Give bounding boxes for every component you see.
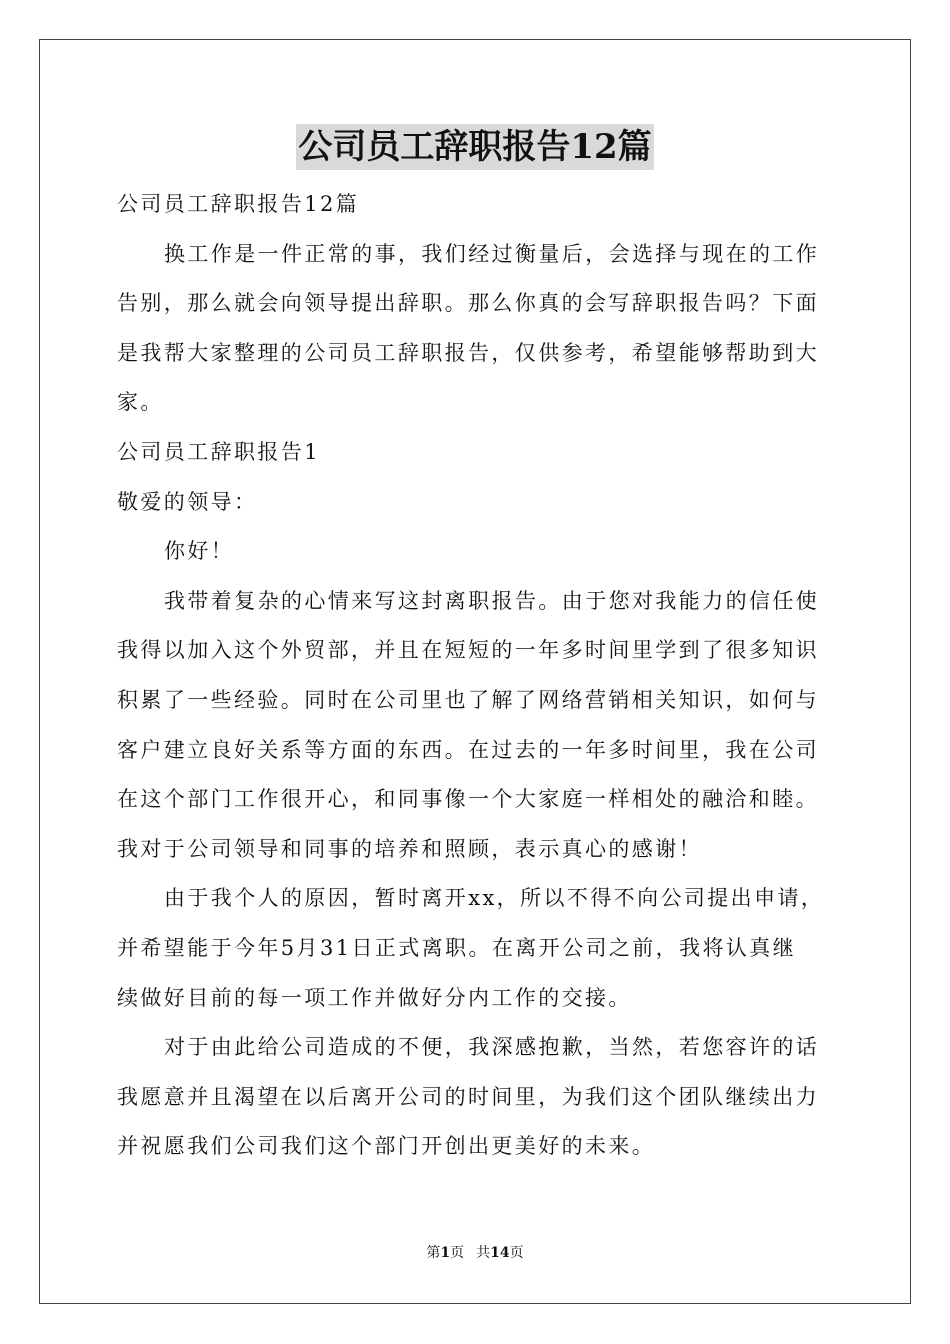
footer-total-prefix: 共 — [476, 1245, 491, 1261]
text-line: 我得以加入这个外贸部，并且在短短的一年多时间里学到了很多知识 — [117, 638, 819, 663]
text-line: 换工作是一件正常的事，我们经过衡量后，会选择与现在的工作 — [164, 241, 820, 266]
footer-total-pages: 14 — [490, 1245, 510, 1261]
text-line: 家。 — [117, 390, 164, 415]
text-line: 我对于公司领导和同事的培养和照顾，表示真心的感谢！ — [117, 836, 702, 861]
text-line: 我愿意并且渴望在以后离开公司的时间里，为我们这个团队继续出力 — [117, 1084, 819, 1109]
text-line: 是我帮大家整理的公司员工辞职报告，仅供参考，希望能够帮助到大 — [117, 340, 819, 365]
footer-total-suffix: 页 — [509, 1245, 524, 1261]
footer-page-number: 1 — [440, 1245, 451, 1261]
text-line: 对于由此给公司造成的不便，我深感抱歉，当然，若您容许的话 — [164, 1035, 820, 1060]
text-line: 公司员工辞职报告1 — [117, 439, 320, 464]
document-body — [117, 180, 837, 1172]
document-title: 公司员工辞职报告12篇 — [296, 124, 653, 170]
text-line: 公司员工辞职报告12篇 — [117, 192, 360, 216]
text-line: 我带着复杂的心情来写这封离职报告。由于您对我能力的信任使 — [164, 588, 820, 613]
text-line: 续做好目前的每一项工作并做好分内工作的交接。 — [117, 985, 632, 1010]
text-line: 并祝愿我们公司我们这个部门开创出更美好的未来。 — [117, 1134, 656, 1159]
text-line: 在这个部门工作很开心，和同事像一个大家庭一样相处的融洽和睦。 — [117, 787, 819, 812]
text-line: 客户建立良好关系等方面的东西。在过去的一年多时间里，我在公司 — [117, 737, 819, 762]
text-line: 积累了一些经验。同时在公司里也了解了网络营销相关知识，如何与 — [117, 687, 819, 712]
page-footer — [0, 1243, 950, 1263]
text-line: 告别，那么就会向领导提出辞职。那么你真的会写辞职报告吗？下面 — [117, 291, 819, 316]
text-line: 敬爱的领导： — [117, 489, 258, 514]
text-line: 由于我个人的原因，暂时离开xx，所以不得不向公司提出申请， — [164, 886, 825, 911]
footer-page-prefix: 第 — [426, 1245, 441, 1261]
footer-page-suffix: 页 — [450, 1245, 465, 1261]
text-line: 并希望能于今年5月31日正式离职。在离开公司之前，我将认真继 — [117, 935, 797, 960]
title-container — [0, 124, 950, 170]
text-line: 你好！ — [164, 539, 235, 564]
